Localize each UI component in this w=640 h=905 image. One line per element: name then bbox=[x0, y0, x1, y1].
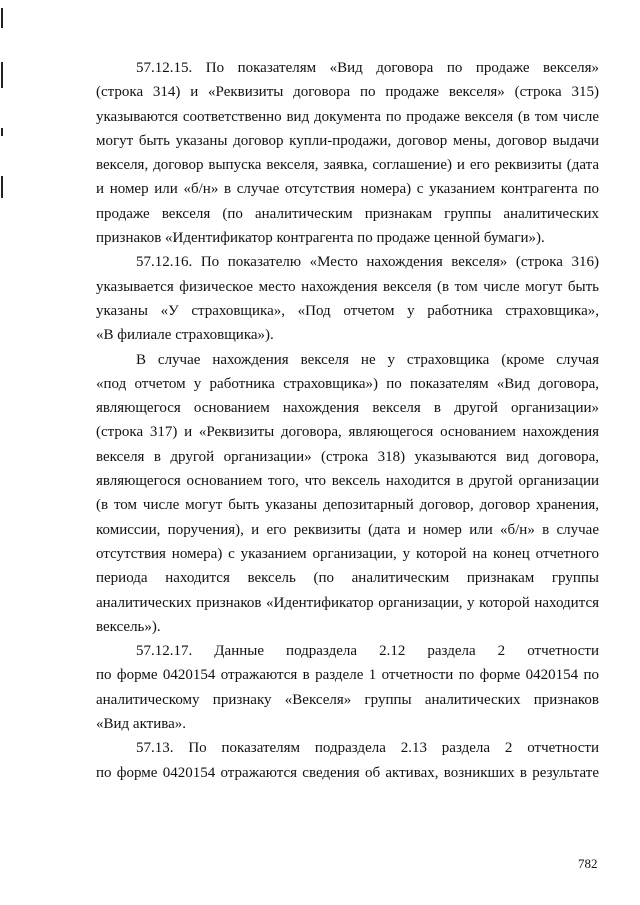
text-line: 57.12.15. По показателям «Вид договора по продаже векселя» bbox=[136, 60, 599, 76]
text-line: указаны «У страховщика», «Под отчетом у работника страховщика», bbox=[96, 302, 599, 319]
text-line: 57.13. По показателям подраздела 2.13 раздела 2 отчетности bbox=[136, 740, 599, 757]
text-line: отсутствия номера) с указанием организации, у которой на конец отчетного bbox=[96, 545, 599, 562]
text-line: (строка 317) и «Реквизиты договора, являющегося основанием нахождения bbox=[96, 424, 599, 441]
scan-margin-mark bbox=[1, 128, 3, 136]
scan-margin-mark bbox=[1, 62, 3, 88]
text-line: по форме 0420154 отражаются в разделе 1 отчетности по форме 0420154 по bbox=[96, 667, 599, 684]
text-line: периода находится вексель (по аналитическим признакам группы bbox=[96, 570, 599, 587]
text-line: вексель»). bbox=[96, 618, 161, 635]
text-line: «под отчетом у работника страховщика») по показателям «Вид договора, bbox=[96, 375, 599, 392]
paragraph-57-12-15 bbox=[96, 56, 599, 250]
text-line: «В филиале страховщика»). bbox=[96, 327, 274, 344]
text-line: (строка 314) и «Реквизиты договора по продаже векселя» (строка 315) bbox=[96, 84, 599, 101]
text-line: векселя, договор выпуска векселя, заявка, соглашение) и его реквизиты (дата bbox=[96, 157, 599, 174]
text-line: указываются соответственно вид документа по продаже векселя (в том числе bbox=[96, 108, 599, 125]
text-line: аналитических признаков «Идентификатор организации, у которой находится bbox=[96, 594, 599, 611]
text-line: 57.12.17. Данные подраздела 2.12 раздела 2 отчетности bbox=[136, 643, 599, 660]
text-line: могут быть указаны договор купли-продажи, договор мены, договор выдачи bbox=[96, 132, 599, 149]
paragraph-57-12-17 bbox=[96, 639, 599, 736]
paragraph-57-12-16 bbox=[96, 250, 599, 347]
text-line: и номер или «б/н» в случае отсутствия номера) с указанием контрагента по bbox=[96, 181, 599, 198]
text-line: (в том числе могут быть указаны депозитарный договор, договор хранения, bbox=[96, 497, 599, 514]
document-page bbox=[96, 56, 599, 785]
text-line: признаков «Идентификатор контрагента по продаже ценной бумаги»). bbox=[96, 230, 545, 247]
text-line: В случае нахождения векселя не у страховщика (кроме случая bbox=[136, 351, 599, 368]
scan-margin-mark bbox=[1, 8, 3, 28]
text-line: указывается физическое место нахождения векселя (в том числе могут быть bbox=[96, 278, 599, 295]
paragraph-other-organization bbox=[96, 348, 599, 640]
text-line: комиссии, поручения), и его реквизиты (дата и номер или «б/н» в случае bbox=[96, 521, 599, 538]
text-line: продаже векселя (по аналитическим признакам группы аналитических bbox=[96, 205, 599, 222]
text-line: являющегося основанием того, что вексель находится в другой организации bbox=[96, 473, 599, 490]
text-line: векселя в другой организации» (строка 318) указываются вид договора, bbox=[96, 448, 599, 465]
scan-margin-mark bbox=[1, 176, 3, 198]
text-line: являющегося основанием нахождения векселя в другой организации» bbox=[96, 400, 599, 417]
text-line: по форме 0420154 отражаются сведения об активах, возникших в результате bbox=[96, 764, 599, 781]
page-number: 782 bbox=[578, 856, 598, 871]
text-line: «Вид актива». bbox=[96, 716, 187, 733]
text-line: аналитическому признаку «Векселя» группы аналитических признаков bbox=[96, 691, 599, 708]
text-line: 57.12.16. По показателю «Место нахождения векселя» (строка 316) bbox=[136, 254, 599, 271]
paragraph-57-13 bbox=[96, 736, 599, 785]
